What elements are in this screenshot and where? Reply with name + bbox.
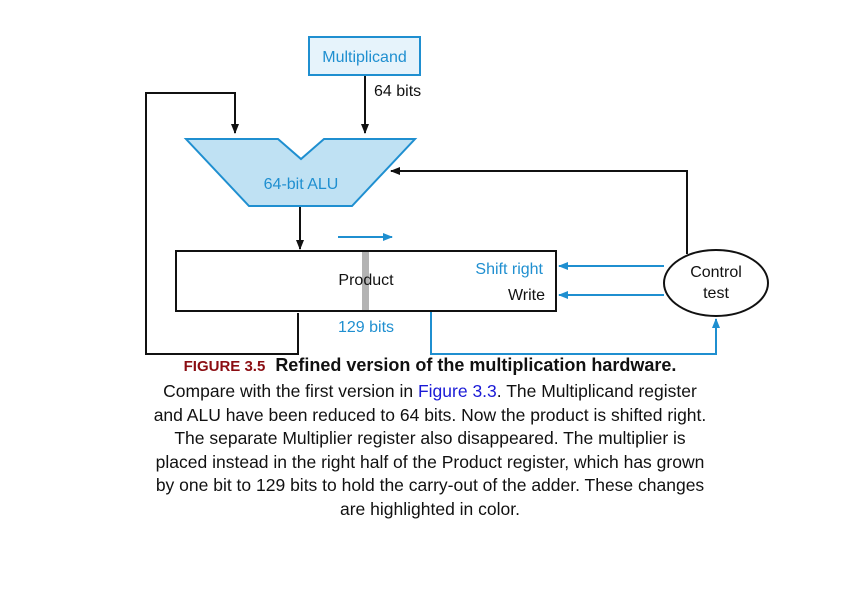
alu-shape <box>186 139 415 206</box>
product-label: Product <box>338 272 394 289</box>
figure-number: FIGURE 3.5 <box>183 358 266 375</box>
control-label-line1: Control <box>690 264 742 281</box>
product-to-control-wire <box>431 312 716 354</box>
caption-title: Refined version of the multiplication hardware. <box>275 355 677 375</box>
control-test-unit <box>664 250 768 316</box>
product-feedback-wire <box>146 93 298 354</box>
caption-body-part1: Compare with the first version in <box>163 381 418 401</box>
product-width-label: 129 bits <box>337 319 395 336</box>
multiplicand-width-label: 64 bits <box>374 83 422 100</box>
multiplicand-label: Multiplicand <box>322 49 407 66</box>
control-to-alu-wire <box>391 171 687 254</box>
caption-body <box>150 380 710 521</box>
figure-3-3-link[interactable]: Figure 3.3 <box>417 381 497 401</box>
shift-right-label: Shift right <box>475 261 543 278</box>
control-label-line2: test <box>703 285 729 302</box>
caption-body-part2: . The Multiplicand register and ALU have been reduced to 64 bits. Now the product is shifted right. The separate Multiplier register also disappeared. The multiplier is placed instead in the right half of the Product register, which has grown by one bit to 129 bits to hold the carry-out of the adder. These changes are highlighted in color. <box>153 381 707 519</box>
write-label: Write <box>507 287 545 304</box>
alu-label: 64-bit ALU <box>263 176 339 193</box>
figure-caption <box>150 354 710 521</box>
caption-heading <box>150 354 710 378</box>
